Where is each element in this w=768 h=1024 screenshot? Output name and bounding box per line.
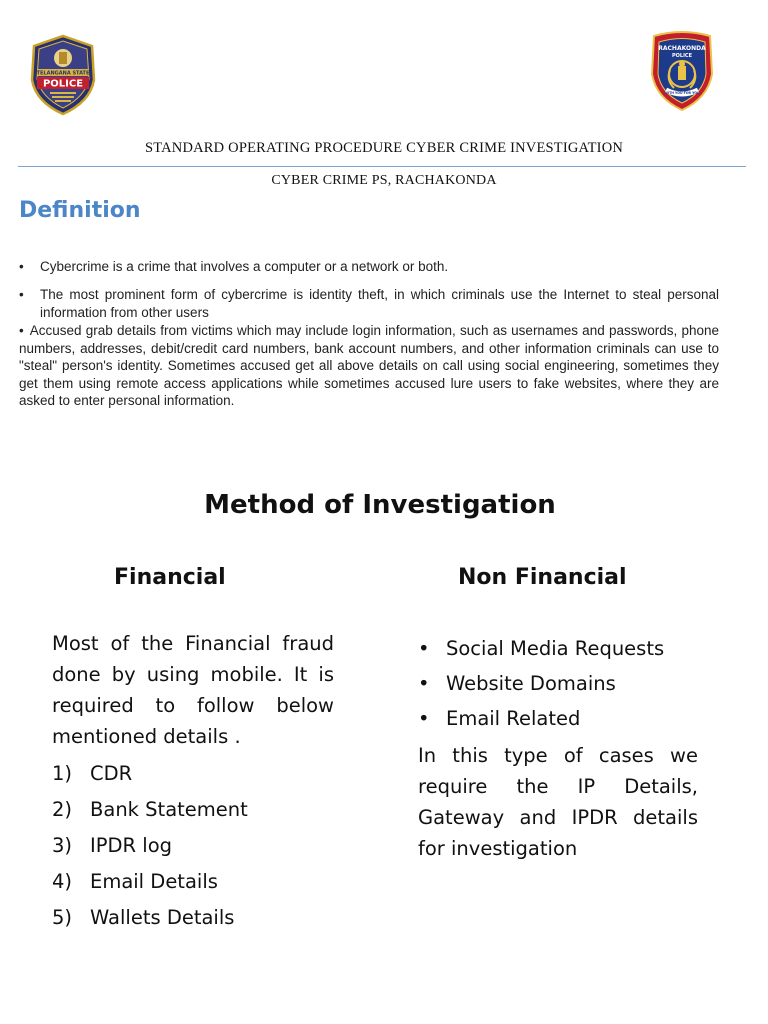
list-item [52, 830, 248, 866]
definition-bullet-2 [19, 286, 719, 321]
svg-text:RACHAKONDA: RACHAKONDA [658, 45, 706, 52]
list-number: 5) [52, 906, 73, 929]
list-item-label: CDR [90, 762, 133, 785]
financial-list [52, 758, 248, 938]
svg-text:TELANGANA STATE: TELANGANA STATE [36, 70, 90, 77]
bullet-icon: • [418, 672, 430, 695]
list-number: 2) [52, 798, 73, 821]
list-item [418, 668, 664, 703]
list-item-label: Social Media Requests [446, 637, 665, 660]
definition-bullet-1 [19, 258, 719, 276]
method-heading: Method of Investigation [204, 490, 556, 520]
list-number: 3) [52, 834, 73, 857]
definition-heading: Definition [19, 198, 141, 223]
list-item [52, 758, 248, 794]
list-item [52, 866, 248, 902]
bullet-icon: • [19, 287, 24, 302]
list-number: 1) [52, 762, 73, 785]
list-item [418, 633, 664, 668]
financial-description: Most of the Financial fraud done by using mobile. It is required to follow below mentioned details . [52, 632, 334, 748]
header-divider [18, 166, 746, 167]
bullet-icon: • [19, 259, 24, 274]
list-item-label: Email Details [90, 870, 218, 893]
svg-text:WITH YOU FOR YOU: WITH YOU FOR YOU [664, 91, 700, 95]
list-item-label: Bank Statement [90, 798, 248, 821]
list-item [418, 703, 664, 738]
document-title: STANDARD OPERATING PROCEDURE CYBER CRIME INVESTIGATION [144, 140, 624, 156]
list-item-label: IPDR log [90, 834, 172, 857]
bullet-icon: • [418, 707, 430, 730]
definition-paragraph [19, 322, 719, 410]
non-financial-heading: Non Financial [458, 565, 627, 590]
definition-bullet-text: Cybercrime is a crime that involves a computer or a network or both. [40, 259, 449, 274]
bullet-icon: • [19, 323, 24, 338]
police-station-name: CYBER CRIME PS, RACHAKONDA [271, 173, 497, 188]
non-financial-list [418, 633, 664, 738]
list-item-label: Email Related [446, 707, 581, 730]
non-financial-description: In this type of cases we require the IP Details, Gateway and IPDR details for investigation [418, 744, 698, 860]
definition-bullet-text: The most prominent form of cybercrime is identity theft, in which criminals use the Internet to steal personal information from other users [40, 287, 719, 320]
telangana-state-police-badge-icon [28, 34, 98, 116]
svg-text:POLICE: POLICE [671, 53, 693, 59]
list-item [52, 902, 248, 938]
bullet-icon: • [418, 637, 430, 660]
financial-heading: Financial [114, 565, 226, 590]
list-item-label: Website Domains [446, 672, 616, 695]
definition-paragraph-text: Accused grab details from victims which may include login information, such as usernames and passwords, phone numbers, addresses, debit/credit card numbers, bank account numbers, and other information criminals can use to "steal" person's identity. Sometimes accused get all above details on call using social engineering, sometimes they get them using remote access applications while sometimes accused lure users to fake websites, where they are asked to enter personal information. [19, 323, 719, 408]
list-item [52, 794, 248, 830]
svg-text:POLICE: POLICE [42, 78, 84, 90]
list-item-label: Wallets Details [90, 906, 235, 929]
list-number: 4) [52, 870, 73, 893]
rachakonda-police-emblem-icon [644, 30, 720, 112]
